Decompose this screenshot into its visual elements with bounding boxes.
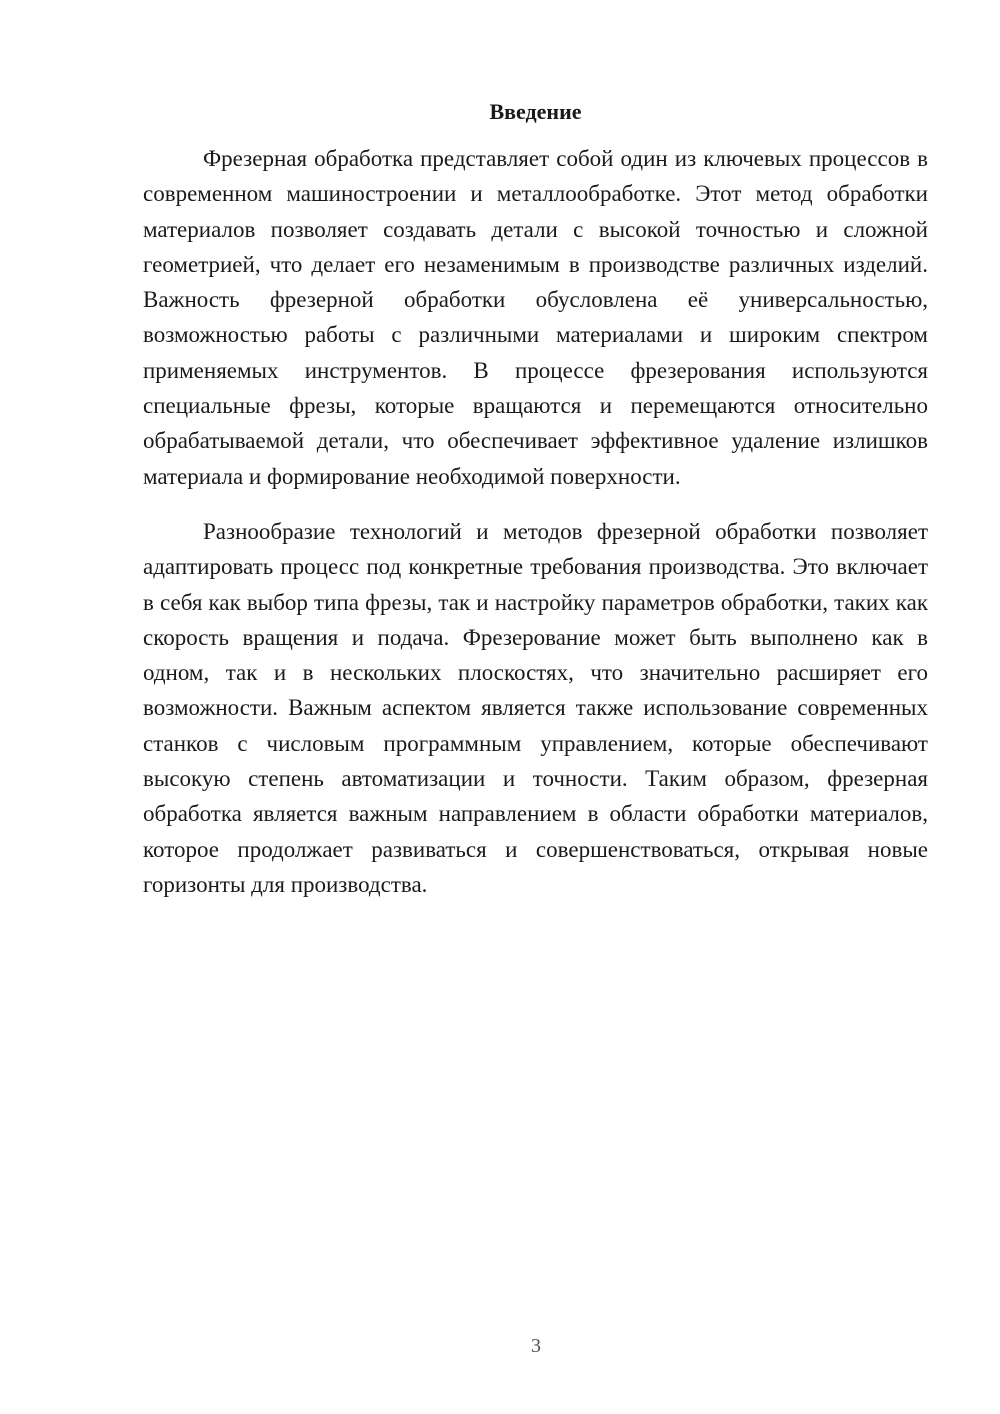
body-text bbox=[143, 141, 928, 902]
page-number: 3 bbox=[531, 1335, 541, 1357]
paragraph: Разнообразие технологий и методов фрезерной обработки позволяет адаптировать процесс под конкретные требования производства. Это включает в себя как выбор типа фрезы, так и настройку параметров обработки, таких как скорость вращения и подача. Фрезерование может быть выполнено как в одном, так и в нескольких плоскостях, что значительно расширяет его возможности. Важным аспектом является также использование современных станков с числовым программным управлением, которые обеспечивают высокую степень автоматизации и точности. Таким образом, фрезерная обработка является важным направлением в области обработки материалов, которое продолжает развиваться и совершенствоваться, открывая новые горизонты для производства. bbox=[143, 518, 928, 897]
section-heading: Введение bbox=[489, 99, 582, 124]
paragraph: Фрезерная обработка представляет собой один из ключевых процессов в современном машиностроении и металлообработке. Этот метод обработки материалов позволяет создавать детали с высокой точностью и сложной геометрией, что делает его незаменимым в производстве различных изделий. Важность фрезерной обработки обусловлена её универсальностью, возможностью работы с различными материалами и широким спектром применяемых инструментов. В процессе фрезерования используются специальные фрезы, которые вращаются и перемещаются относительно обрабатываемой детали, что обеспечивает эффективное удаление излишков материала и формирование необходимой поверхности. bbox=[143, 146, 928, 489]
